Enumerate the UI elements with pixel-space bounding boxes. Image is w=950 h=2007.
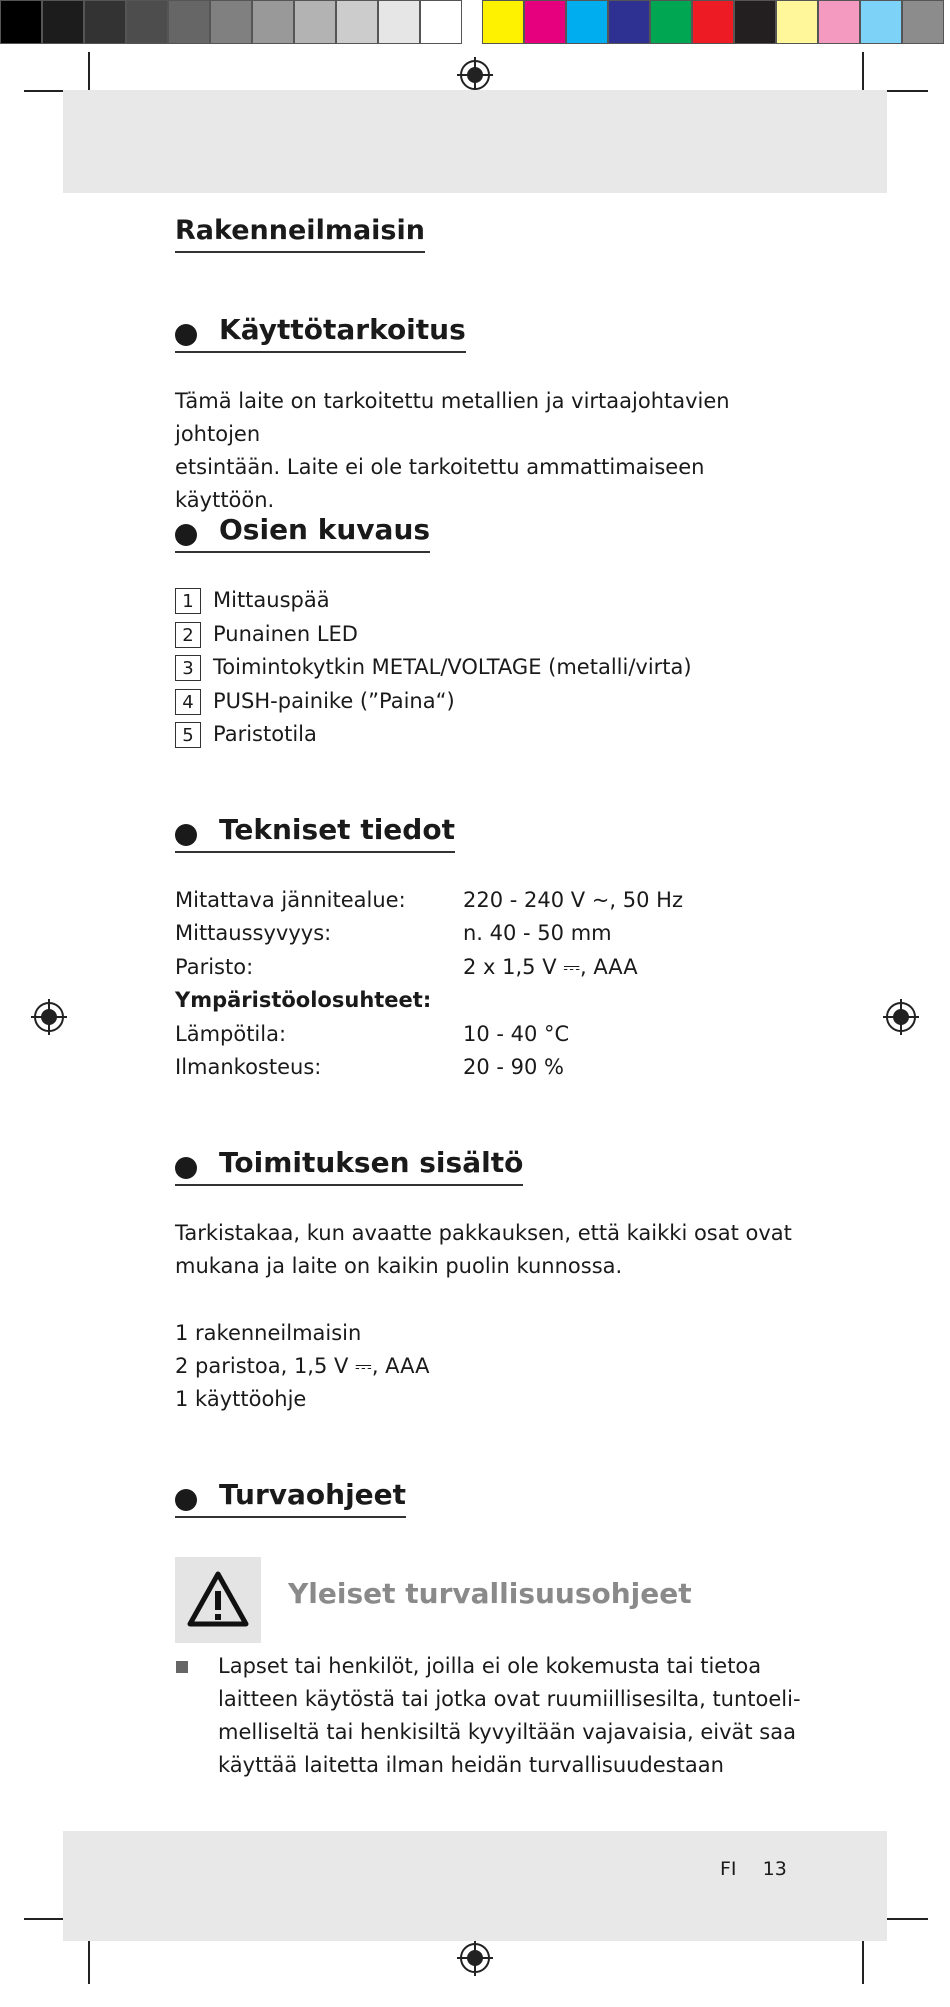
section-heading-text: Tekniset tiedot: [219, 813, 455, 846]
color-swatch: [336, 0, 378, 44]
spec-value: 2 x 1,5 V ⎓, AAA: [463, 955, 638, 979]
bullet-dot-icon: [175, 524, 197, 546]
registration-target-icon: [457, 1940, 493, 1976]
footer-language: FI: [720, 1858, 737, 1880]
section-heading-text: Turvaohjeet: [219, 1478, 407, 1511]
part-number: 4: [175, 689, 201, 715]
spec-value: 220 - 240 V ~, 50 Hz: [463, 888, 683, 912]
color-swatch: [524, 0, 566, 44]
text-line: mukana ja laite on kaikin puolin kunnossa.: [175, 1254, 623, 1278]
bullet-dot-icon: [175, 1489, 197, 1511]
section-heading-safety: [175, 1478, 406, 1518]
part-number: 3: [175, 655, 201, 681]
crop-mark: [882, 90, 928, 92]
part-number: 2: [175, 622, 201, 648]
parts-list-item: [175, 685, 455, 718]
footer-band: [63, 1831, 887, 1941]
section-heading-delivery: [175, 1146, 523, 1186]
parts-list-item: [175, 651, 692, 684]
section-heading-tech: [175, 813, 455, 853]
section-heading-purpose: [175, 313, 466, 353]
parts-list-item: [175, 584, 330, 617]
color-swatch: [818, 0, 860, 44]
color-swatch: [776, 0, 818, 44]
spec-value: n. 40 - 50 mm: [463, 921, 612, 945]
color-swatch: [650, 0, 692, 44]
section-heading-text: Osien kuvaus: [219, 513, 431, 546]
delivery-item: 1 rakenneilmaisin: [175, 1321, 362, 1345]
text-line: etsintään. Laite ei ole tarkoitettu ammattimaiseen käyttöön.: [175, 455, 705, 512]
color-swatch: [42, 0, 84, 44]
page-number: 13: [762, 1858, 787, 1880]
part-label: Punainen LED: [213, 622, 358, 646]
warning-triangle-icon: [175, 1557, 261, 1643]
warning-box: [175, 1557, 261, 1643]
color-swatch: [210, 0, 252, 44]
color-swatch: [378, 0, 420, 44]
bullet-dot-icon: [175, 1157, 197, 1179]
text-line: Lapset tai henkilöt, joilla ei ole kokemusta tai tietoa: [218, 1654, 762, 1678]
section-heading-text: Käyttötarkoitus: [219, 313, 466, 346]
color-swatch: [482, 0, 524, 44]
square-bullet-icon: [176, 1661, 188, 1673]
spec-label: Mitattava jännitealue:: [175, 888, 406, 912]
part-label: PUSH-painike (”Paina“): [213, 689, 455, 713]
crop-mark: [88, 1938, 90, 1984]
header-band: [63, 90, 887, 193]
color-swatch: [168, 0, 210, 44]
section-heading-parts: [175, 513, 430, 553]
page-title: Rakenneilmaisin: [175, 215, 425, 253]
spec-label: Mittaussyvyys:: [175, 921, 332, 945]
safety-subheading: Yleiset turvallisuusohjeet: [288, 1577, 692, 1610]
color-swatch: [566, 0, 608, 44]
crop-mark: [862, 1938, 864, 1984]
text-line: laitteen käytöstä tai jotka ovat ruumiillisesilta, tuntoeli-: [218, 1687, 801, 1711]
color-swatch: [84, 0, 126, 44]
spec-value: 20 - 90 %: [463, 1055, 565, 1079]
registration-target-icon: [31, 999, 67, 1035]
spec-label: Ilmankosteus:: [175, 1055, 322, 1079]
spec-label: Paristo:: [175, 955, 254, 979]
text-line: Tämä laite on tarkoitettu metallien ja virtaajohtavien johtojen: [175, 389, 730, 446]
text-line: Tarkistakaa, kun avaatte pakkauksen, että kaikki osat ovat: [175, 1221, 792, 1245]
safety-text: [218, 1650, 818, 1782]
bullet-dot-icon: [175, 324, 197, 346]
purpose-text: [175, 385, 795, 517]
text-line: melliseltä tai henkisiltä kyvyiltään vajavaisia, eivät saa: [218, 1720, 796, 1744]
color-swatch: [860, 0, 902, 44]
color-swatch: [252, 0, 294, 44]
part-label: Mittauspää: [213, 588, 330, 612]
bullet-dot-icon: [175, 824, 197, 846]
parts-list-item: [175, 718, 317, 751]
part-label: Toimintokytkin METAL/VOLTAGE (metalli/virta): [213, 655, 692, 679]
env-heading: Ympäristöolosuhteet:: [175, 988, 432, 1012]
delivery-item: 1 käyttöohje: [175, 1387, 307, 1411]
color-swatch: [902, 0, 944, 44]
delivery-text: [175, 1217, 795, 1283]
registration-target-icon: [883, 999, 919, 1035]
parts-list-item: [175, 618, 358, 651]
spec-value: 10 - 40 °C: [463, 1022, 570, 1046]
crop-mark: [882, 1918, 928, 1920]
section-heading-text: Toimituksen sisältö: [219, 1146, 524, 1179]
color-swatch: [692, 0, 734, 44]
registration-target-icon: [457, 57, 493, 93]
page-footer: [720, 1858, 787, 1880]
color-swatch: [734, 0, 776, 44]
part-label: Paristotila: [213, 722, 317, 746]
part-number: 1: [175, 588, 201, 614]
delivery-item: 2 paristoa, 1,5 V ⎓, AAA: [175, 1354, 430, 1378]
spec-label: Lämpötila:: [175, 1022, 287, 1046]
part-number: 5: [175, 722, 201, 748]
color-swatch: [294, 0, 336, 44]
color-swatch: [0, 0, 42, 44]
color-swatch: [126, 0, 168, 44]
color-swatch: [420, 0, 462, 44]
text-line: käyttää laitetta ilman heidän turvallisuudestaan: [218, 1753, 724, 1777]
color-swatch: [608, 0, 650, 44]
delivery-items: [175, 1317, 795, 1416]
